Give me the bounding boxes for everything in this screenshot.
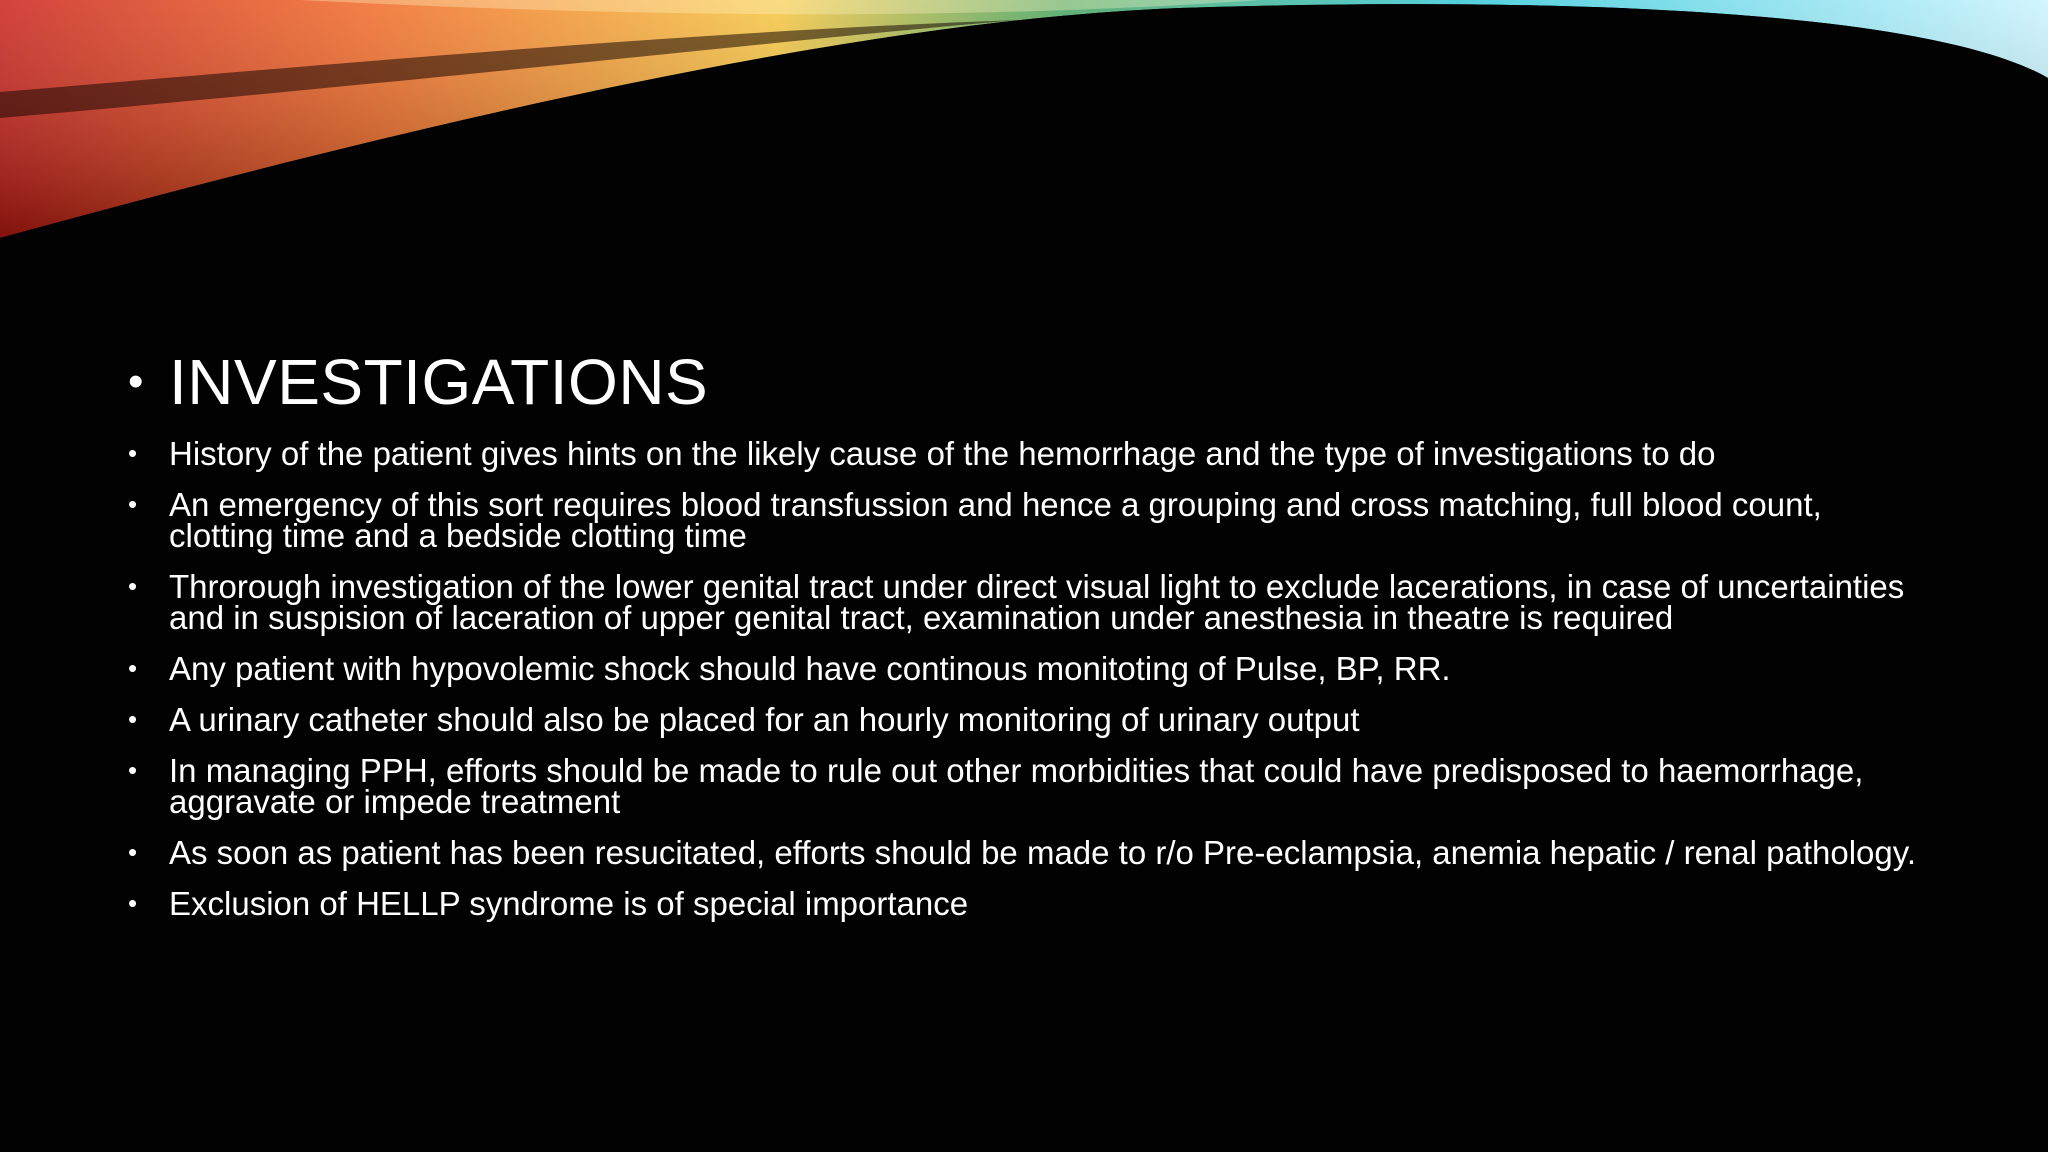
bullet-text: Throrough investigation of the lower genital tract under direct visual light to exclude lacerations, in case of uncertainties and in suspision of laceration of upper genital tract, examination under anesthesia in theatre is required <box>169 568 1905 636</box>
bullet-text: As soon as patient has been resucitated, efforts should be made to r/o Pre-eclampsia, anemia hepatic / renal pathology. <box>169 834 1916 871</box>
bullet-item <box>128 650 1918 687</box>
bullet-icon: • <box>128 489 138 519</box>
bullet-item <box>128 701 1918 738</box>
bullet-icon: • <box>128 653 138 683</box>
bullet-text: A urinary catheter should also be placed for an hourly monitoring of urinary output <box>169 701 1360 738</box>
heading-bullet-icon: • <box>128 357 144 406</box>
bullet-text: Exclusion of HELLP syndrome is of special importance <box>169 885 969 922</box>
bullet-text: An emergency of this sort requires blood transfussion and hence a grouping and cross matching, full blood count, clotting time and a bedside clotting time <box>169 486 1822 554</box>
bullet-icon: • <box>128 704 138 734</box>
rainbow-swoosh-decoration <box>0 0 2048 260</box>
bullet-item <box>128 885 1918 922</box>
bullet-text: Any patient with hypovolemic shock should have continous monitoting of Pulse, BP, RR. <box>169 650 1451 687</box>
bullet-item <box>128 568 1918 636</box>
bullet-icon: • <box>128 438 138 468</box>
bullet-icon: • <box>128 755 138 785</box>
bullet-item <box>128 834 1918 871</box>
bullet-icon: • <box>128 571 138 601</box>
bullet-item <box>128 486 1918 554</box>
slide-content <box>128 340 1918 939</box>
bullet-item <box>128 752 1918 820</box>
bullet-list <box>128 435 1918 922</box>
bullet-text: History of the patient gives hints on the likely cause of the hemorrhage and the type of investigations to do <box>169 435 1716 472</box>
bullet-icon: • <box>128 837 138 867</box>
bullet-text: In managing PPH, efforts should be made to rule out other morbidities that could have predisposed to haemorrhage, aggravate or impede treatment <box>169 752 1864 820</box>
heading-row <box>128 340 1918 424</box>
bullet-icon: • <box>128 888 138 918</box>
bullet-item <box>128 435 1918 472</box>
slide-heading: INVESTIGATIONS <box>169 346 709 418</box>
